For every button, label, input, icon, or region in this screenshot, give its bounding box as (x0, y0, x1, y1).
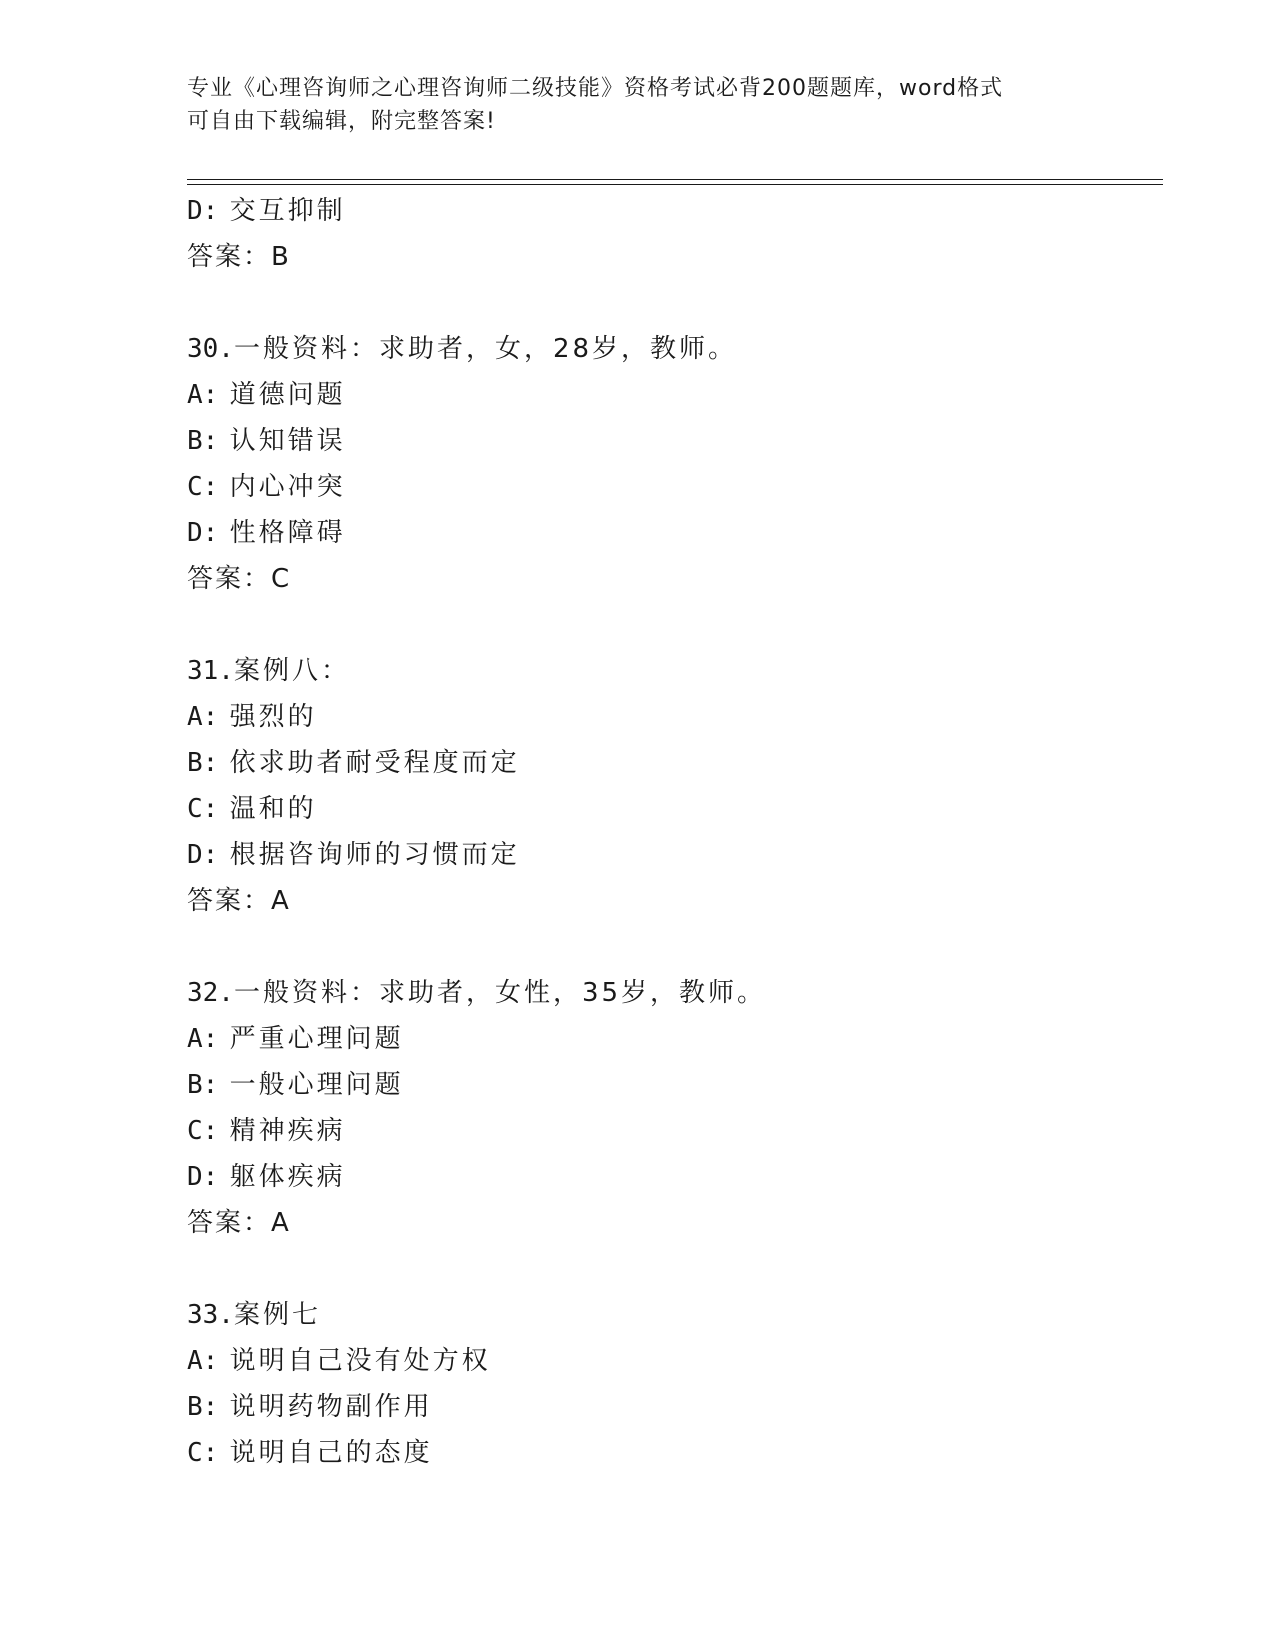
header-rule-top (187, 179, 1163, 180)
question-spacer (187, 924, 1163, 970)
option-d (187, 510, 1163, 556)
option-tag: D: (187, 840, 219, 870)
answer-line: 答案：B (187, 242, 291, 272)
question-number: 32. (187, 978, 234, 1008)
option-b (187, 740, 1163, 786)
option-tag: D: (187, 196, 219, 226)
option-tag: D: (187, 1162, 219, 1192)
question-spacer (187, 280, 1163, 326)
option-d (187, 832, 1163, 878)
option-b (187, 418, 1163, 464)
option-a (187, 1338, 1163, 1384)
header-line-1: 专业《心理咨询师之心理咨询师二级技能》资格考试必背200题题库，word格式 (187, 76, 1004, 101)
option-tag: B: (187, 748, 219, 778)
option-text: 强烈的 (229, 702, 317, 732)
option-text: 根据咨询师的习惯而定 (229, 840, 520, 870)
option-text: 温和的 (229, 794, 317, 824)
option-d (187, 188, 1163, 234)
option-tag: B: (187, 426, 219, 456)
question-stem (187, 326, 1163, 372)
question-stem (187, 648, 1163, 694)
option-text: 依求助者耐受程度而定 (229, 748, 520, 778)
option-b (187, 1384, 1163, 1430)
option-text: 一般心理问题 (229, 1070, 404, 1100)
question-text: 案例七 (233, 1300, 321, 1330)
header-line-2: 可自由下载编辑，附完整答案! (187, 109, 496, 134)
question-stem (187, 970, 1163, 1016)
option-c (187, 1430, 1163, 1476)
option-tag: A: (187, 702, 219, 732)
option-text: 躯体疾病 (229, 1162, 346, 1192)
document-header (187, 72, 1087, 138)
option-text: 严重心理问题 (229, 1024, 404, 1054)
option-text: 认知错误 (229, 426, 346, 456)
option-c (187, 1108, 1163, 1154)
option-b (187, 1062, 1163, 1108)
question-spacer (187, 602, 1163, 648)
option-tag: A: (187, 1024, 219, 1054)
option-a (187, 694, 1163, 740)
header-rule-bottom (187, 184, 1163, 185)
question-spacer (187, 1246, 1163, 1292)
option-text: 说明自己的态度 (229, 1438, 433, 1468)
option-text: 内心冲突 (229, 472, 346, 502)
option-text: 说明自己没有处方权 (229, 1346, 491, 1376)
option-tag: B: (187, 1392, 219, 1422)
option-c (187, 464, 1163, 510)
option-tag: C: (187, 1438, 219, 1468)
option-text: 性格障碍 (229, 518, 346, 548)
option-tag: C: (187, 794, 219, 824)
option-text: 道德问题 (229, 380, 346, 410)
answer-line: 答案：A (187, 886, 291, 916)
question-text: 一般资料：求助者，女，28岁，教师。 (233, 334, 738, 364)
question-text: 案例八： (233, 656, 350, 686)
option-tag: A: (187, 380, 219, 410)
question-list (187, 188, 1163, 1476)
option-text: 精神疾病 (229, 1116, 346, 1146)
option-tag: C: (187, 472, 219, 502)
question-text: 一般资料：求助者，女性，35岁，教师。 (233, 978, 767, 1008)
option-tag: B: (187, 1070, 219, 1100)
question-number: 31. (187, 656, 234, 686)
question-number: 33. (187, 1300, 234, 1330)
answer-line: 答案：C (187, 564, 292, 594)
question-stem (187, 1292, 1163, 1338)
option-c (187, 786, 1163, 832)
answer-line: 答案：A (187, 1208, 291, 1238)
option-tag: C: (187, 1116, 219, 1146)
option-tag: A: (187, 1346, 219, 1376)
option-a (187, 372, 1163, 418)
option-text: 交互抑制 (229, 196, 346, 226)
option-a (187, 1016, 1163, 1062)
question-number: 30. (187, 334, 234, 364)
option-d (187, 1154, 1163, 1200)
option-text: 说明药物副作用 (229, 1392, 433, 1422)
option-tag: D: (187, 518, 219, 548)
